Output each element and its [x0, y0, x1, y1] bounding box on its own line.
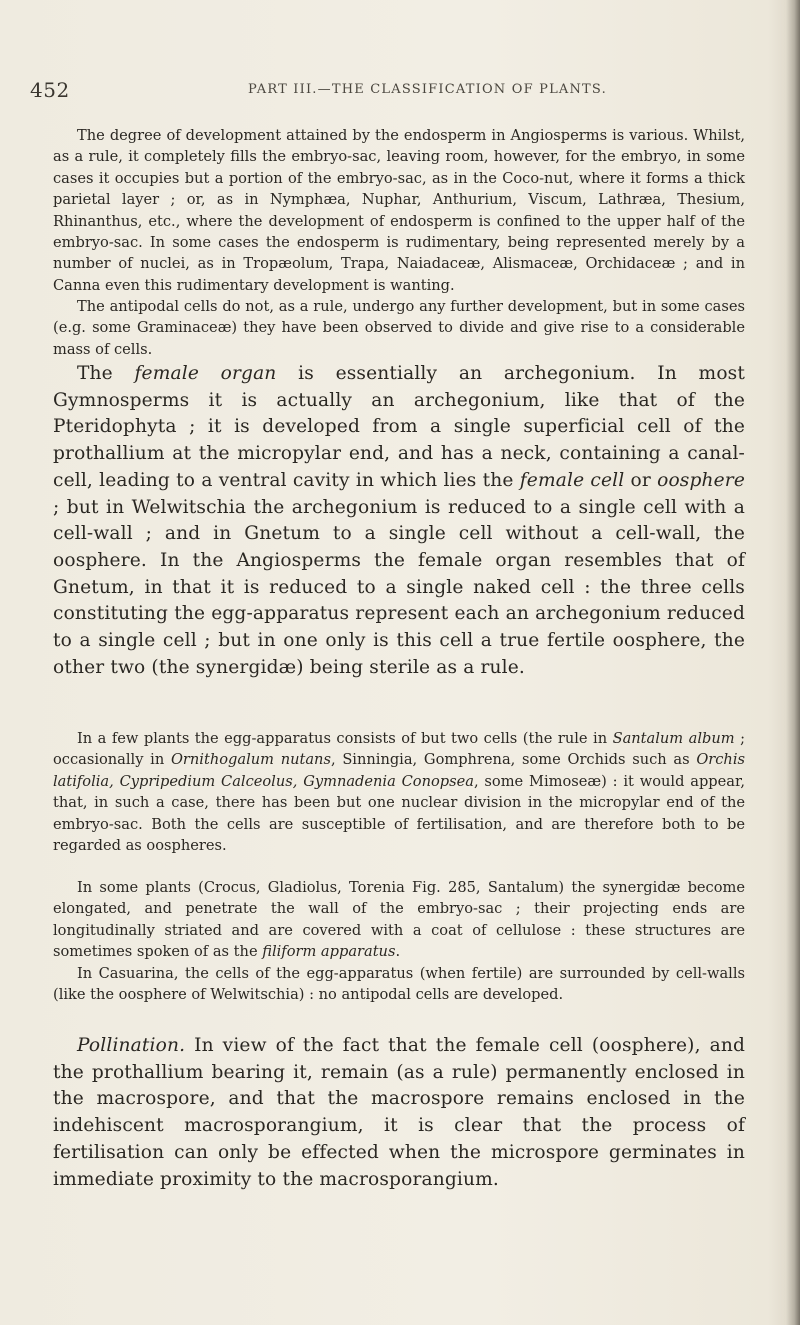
species-santalum: Santalum album — [612, 730, 735, 747]
paragraph-endosperm: The degree of development attained by the endosperm in Angiosperms is various. Whilst, as a rule, it completely fills the embryo-sac, leaving room, however, for the embryo, in some cases it occupies but a portion of the embryo-sac, as in the Coco-nut, where it forms a thick parietal layer ; or, as in Nymphæa, Nuphar, Anthurium, Viscum, Lathræa, Thesium, Rhinanthus, etc., where the development of endosperm is confined to the upper half of the embryo-sac. In some cases the endosperm is rudimentary, being represented merely by a number of nuclei, as in Tropæolum, Trapa, Naiadaceæ, Alismaceæ, Orchidaceæ ; and in Canna even this rudimentary development is wanting. — [53, 127, 745, 294]
term-female-organ: female organ — [134, 363, 277, 384]
term-female-cell: female cell — [519, 469, 625, 491]
paragraph-egg-apparatus: In a few plants the egg-apparatus consists of but two cells (the rule in Santalum album ; occasionally in Ornithogalum nutans, Sinningia, Gomphrena, some Orchids such as Orchis latifolia, Cypripedium Calceolus, Gymnadenia Conopsea, some Mimoseæ) : it would appear, that, in such a case, there has been but one nuclear division in the micropylar end of the embryo-sac. Both the cells are susceptible of fertilisation, and are therefore both to be regarded as oospheres. — [53, 730, 745, 855]
paragraph-pollination: Pollination. In view of the fact that the female cell (oosphere), and the prothallium bearing it, remain (as a rule) permanently enclosed in the macrospore, and that the macrospore remains enclosed in the indehiscent macrosporangium, it is clear that the process of fertilisation can only be effected when the microspore germinates in immediate proximity to the macrosporangium. — [53, 1035, 745, 1190]
page-header — [30, 78, 770, 102]
section-heading-pollination: Pollination. — [77, 1035, 186, 1056]
paragraph-synergidae: In some plants (Crocus, Gladiolus, Torenia Fig. 285, Santalum) the synergidæ become elongated, and penetrate the wall of the embryo-sac ; their projecting ends are longitudinally striated and are covered with a coat of cellulose : these structures are sometimes spoken of as the filiform apparatus. — [53, 879, 745, 961]
paragraph-casuarina: In Casuarina, the cells of the egg-apparatus (when fertile) are surrounded by cell-walls (like the oosphere of Welwitschia) : no antipodal cells are developed. — [53, 965, 745, 1004]
term-oosphere: oosphere — [657, 469, 745, 491]
paragraph-antipodal-cells: The antipodal cells do not, as a rule, undergo any further development, but in some cases (e.g. some Graminaceæ) they have been observed to divide and give rise to a considerable mass of cells. — [53, 298, 745, 358]
page-edge-shadow — [786, 0, 800, 1325]
running-head: PART III.—THE CLASSIFICATION OF PLANTS. — [248, 82, 607, 97]
page-number: 452 — [30, 78, 70, 102]
species-orchids: Orchis latifolia, Cypripedium Calceolus, Gymnadenia Conopsea — [53, 751, 745, 790]
term-filiform-apparatus: filiform apparatus — [262, 943, 396, 961]
paragraph-female-organ: The female organ is essentially an archegonium. In most Gymnosperms it is actually an archegonium, like that of the Pteridophyta ; it is developed from a single superficial cell of the prothallium at the micropylar end, and has a neck, containing a canal-cell, leading to a ventral cavity in which lies the female cell or oosphere ; but in Welwitschia the archegonium is reduced to a single cell with a cell-wall ; and in Gnetum to a single cell without a cell-wall, the oosphere. In the Angiosperms the female organ resembles that of Gnetum, in that it is reduced to a single naked cell : the three cells constituting the egg-apparatus represent each an archegonium reduced to a single cell ; but in one only is this cell a true fertile oosphere, the other two (the synergidæ) being sterile as a rule. — [53, 363, 745, 678]
species-ornithogalum: Ornithogalum nutans — [170, 751, 331, 769]
